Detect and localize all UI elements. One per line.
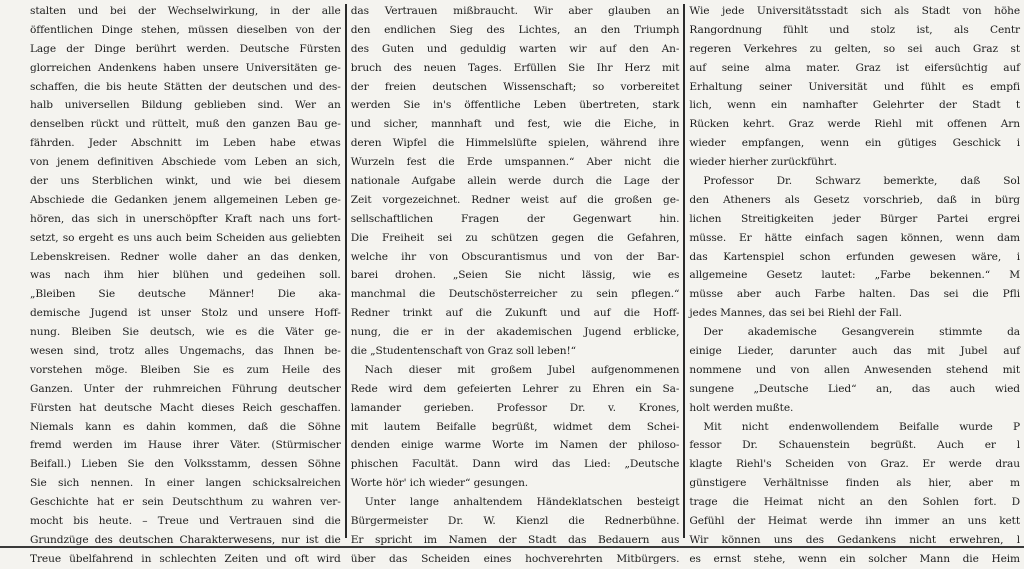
text-line: Nach dieser mit großem Jubel aufgenommenen: [364, 363, 680, 376]
text-line: Rede wird dem gefeierten Lehrer zu Ehren ein Sa-: [350, 382, 680, 395]
text-line: denselben rückt und rüttelt, muß den ganzen Bau ge-: [30, 118, 341, 131]
text-line: wesen sind, trotz alles Ungemachs, das Ihnen be-: [30, 345, 341, 358]
text-line: vorstehen möge. Bleiben Sie es zum Heile des: [30, 363, 341, 376]
text-line: Worte hör' ich wieder“ gesungen.: [350, 477, 529, 490]
text-column-3: [685, 2, 1024, 565]
column-3-lines: [689, 2, 1020, 569]
text-line: Er spricht im Namen der Stadt das Bedauern aus: [350, 533, 680, 546]
text-line: Lage der Dinge berührt werden. Deutsche Fürsten: [30, 42, 341, 55]
text-line: deren Wipfel die Himmelslüfte spielen, während ihre: [350, 137, 680, 150]
text-line: nationale Aufgabe allein werde durch die Lage der: [350, 175, 680, 188]
text-line: trage die Heimat nicht an den Sohlen fort. D: [689, 496, 1020, 509]
text-line: Professor Dr. Schwarz bemerkte, daß Sol: [703, 175, 1020, 188]
text-line: es ernst stehe, wenn ein solcher Mann die Heim: [689, 552, 1020, 565]
text-line: Lebenskreisen. Redner wolle daher an das denken,: [30, 250, 341, 263]
text-line: öffentlichen Dinge stehen, müssen dieselben von der: [30, 23, 341, 36]
text-line: schaffen, die bis heute Stätten der deutschen und des-: [30, 80, 341, 93]
text-line: Erhaltung seiner Universität und fühlt es empfi: [689, 80, 1020, 93]
text-line: des Guten und geduldig warten wir auf den An-: [350, 42, 680, 55]
text-line: glorreichen Andenkens haben unsere Universitäten ge-: [30, 61, 341, 74]
text-line: Fürsten hat deutsche Macht dieses Reich geschaffen.: [30, 401, 341, 414]
text-line: phischen Facultät. Dann wird das Lied: „Deutsche: [350, 458, 680, 471]
text-line: Ganzen. Unter der ruhmreichen Führung deutscher: [30, 382, 341, 395]
text-line: müsse. Er hätte einfach sagen können, wenn dam: [689, 231, 1020, 244]
text-line: demische Jugend ist unser Stolz und unsere Hoff-: [30, 307, 341, 320]
text-line: nung, die er in der akademischen Jugend erblicke,: [350, 326, 680, 339]
text-line: der freien deutschen Wissenschaft; so vorbereitet: [350, 80, 680, 93]
text-line: fährden. Jeder Abschnitt im Leben habe etwas: [30, 137, 341, 150]
text-line: der uns Sterblichen winkt, und wie bei diesem: [30, 175, 341, 188]
text-line: nommene und von allen Anwesenden stehend mit: [689, 363, 1020, 376]
text-line: Wie jede Universitätsstadt sich als Stadt von höhe: [689, 5, 1020, 17]
column-2-lines: [351, 2, 680, 569]
text-line: Wir können uns des Gedankens nicht erwehren, l: [689, 533, 1020, 546]
text-column-2: [347, 2, 684, 565]
text-line: allgemeine Gesetz lautet: „Farbe bekennen.“ M: [689, 269, 1020, 282]
column-1-lines: [30, 2, 341, 569]
text-line: über das Scheiden eines hochverehrten Mitbürgers.: [350, 552, 680, 565]
text-line: fremd werden im Hause ihrer Väter. (Stürmischer: [30, 439, 341, 452]
text-line: den endlichen Sieg des Lichtes, an den Triumph: [350, 23, 680, 36]
text-line: Redner trinkt auf die Zukunft und auf die Hoff-: [350, 307, 680, 320]
text-line: Der akademische Gesangverein stimmte da: [703, 326, 1020, 339]
text-line: denden einige warme Worte im Namen der philoso-: [350, 439, 680, 452]
text-line: wieder hierher zurückführt.: [689, 156, 837, 169]
text-line: mocht bis heute. – Treue und Vertrauen sind die: [30, 515, 341, 528]
text-line: mit lautem Beifalle begrüßt, widmet dem Schei-: [350, 420, 680, 433]
text-line: lamander gerieben. Professor Dr. v. Krones,: [350, 401, 680, 414]
text-line: wieder empfangen, wenn ein gütiges Geschick i: [689, 137, 1020, 150]
text-line: lich, wenn ein namhafter Gelehrter der Stadt t: [689, 99, 1020, 112]
text-line: Sie sich nennen. In einer langen schicksalreichen: [30, 477, 341, 490]
text-line: werden Sie in's öffentliche Leben übertreten, stark: [350, 99, 680, 112]
text-line: Niemals kann es dahin kommen, daß die Söhne: [30, 420, 341, 433]
text-line: Rangordnung fühlt und stolz ist, als Centr: [689, 23, 1020, 36]
text-line: jedes Mannes, das sei bei Riehl der Fall.: [689, 307, 902, 320]
text-line: hören, das sich in unerschöpfter Kraft nach uns fort-: [30, 212, 341, 225]
text-line: welche ihr von Obscurantismus und von der Bar-: [350, 250, 680, 263]
text-line: Rücken kehrt. Graz werde Riehl mit offenen Arn: [689, 118, 1020, 131]
text-line: sellschaftlichen Fragen der Gegenwart hin.: [350, 212, 680, 225]
text-line: das Kartenspiel schon erfunden gewesen wäre, i: [689, 250, 1020, 263]
text-line: fessor Dr. Schauenstein begrüßt. Auch er l: [689, 439, 1020, 452]
text-line: holt werden mußte.: [689, 401, 794, 414]
text-line: einige Lieder, darunter auch das mit Jubel auf: [689, 345, 1020, 358]
text-line: klagte Riehl's Scheiden von Graz. Er werde drau: [689, 458, 1020, 471]
text-line: den Atheners als Gesetz vorschrieb, daß in bürg: [689, 193, 1020, 206]
text-column-1: [0, 2, 345, 565]
text-line: stalten und bei der Wechselwirkung, in der alle: [30, 5, 341, 17]
text-line: auf seine alma mater. Graz ist eifersüchtig auf: [689, 61, 1020, 74]
text-line: Bürgermeister Dr. W. Kienzl die Rednerbühne.: [350, 515, 680, 528]
text-line: sungene „Deutsche Lied“ an, das auch wied: [689, 382, 1020, 395]
text-line: günstigere Verhältnisse finden als hier, aber m: [689, 477, 1020, 490]
text-line: Gefühl der Heimat werde ihn immer an uns kett: [689, 515, 1020, 528]
text-line: Zeit vorgezeichnet. Redner weist auf die großen ge-: [350, 193, 680, 206]
text-line: und sicher, mannhaft und fest, wie die Eiche, in: [350, 118, 680, 131]
text-line: halb universellen Bildung geblieben sind. Wer an: [30, 99, 341, 112]
text-line: Treue übelfahrend in schlechten Zeiten und oft wird: [30, 552, 341, 565]
text-line: von jenem definitiven Abschiede vom Leben an sich,: [30, 156, 341, 169]
text-line: müsse aber auch Farbe halten. Das sei die Pfli: [689, 288, 1020, 301]
text-line: setzt, so ergeht es uns auch beim Scheiden aus geliebten: [30, 231, 341, 244]
text-line: Geschichte hat er sein Deutschthum zu wahren ver-: [30, 496, 341, 509]
bottom-rule: [0, 546, 1024, 548]
text-line: barei drohen. „Seien Sie nicht lässig, wie es: [350, 269, 680, 282]
text-line: manchmal die Deutschösterreicher zu sein pflegen.“: [350, 288, 680, 301]
text-line: Beifall.) Lieben Sie den Volksstamm, dessen Söhne: [30, 458, 341, 471]
text-line: Abschiede die Gedanken jenem allgemeinen Leben ge-: [30, 193, 341, 206]
text-line: das Vertrauen mißbraucht. Wir aber glauben an: [350, 5, 680, 17]
text-line: Die Freiheit sei zu schützen gegen die Gefahren,: [350, 231, 680, 244]
text-line: Wurzeln fest die Erde umspannen.“ Aber nicht die: [350, 156, 680, 169]
text-line: lichen Streitigkeiten jeder Bürger Partei ergrei: [689, 212, 1020, 225]
text-line: Unter lange anhaltendem Händeklatschen besteigt: [364, 496, 680, 509]
text-line: bruch des neuen Tages. Erfüllen Sie Ihr Herz mit: [350, 61, 680, 74]
text-line: Grundzüge des deutschen Charakterwesens, nur ist die: [30, 533, 341, 546]
text-line: nung. Bleiben Sie deutsch, wie es die Väter ge-: [30, 326, 341, 339]
text-line: regeren Verkehres zu gelten, so sei auch Graz st: [689, 42, 1020, 55]
text-line: Mit nicht endenwollendem Beifalle wurde P: [703, 420, 1020, 433]
text-line: was nach ihm hier blühen und gedeihen soll.: [30, 269, 341, 282]
text-line: die „Studentenschaft von Graz soll leben!“: [350, 345, 576, 358]
text-line: „Bleiben Sie deutsche Männer! Die aka-: [30, 288, 341, 301]
